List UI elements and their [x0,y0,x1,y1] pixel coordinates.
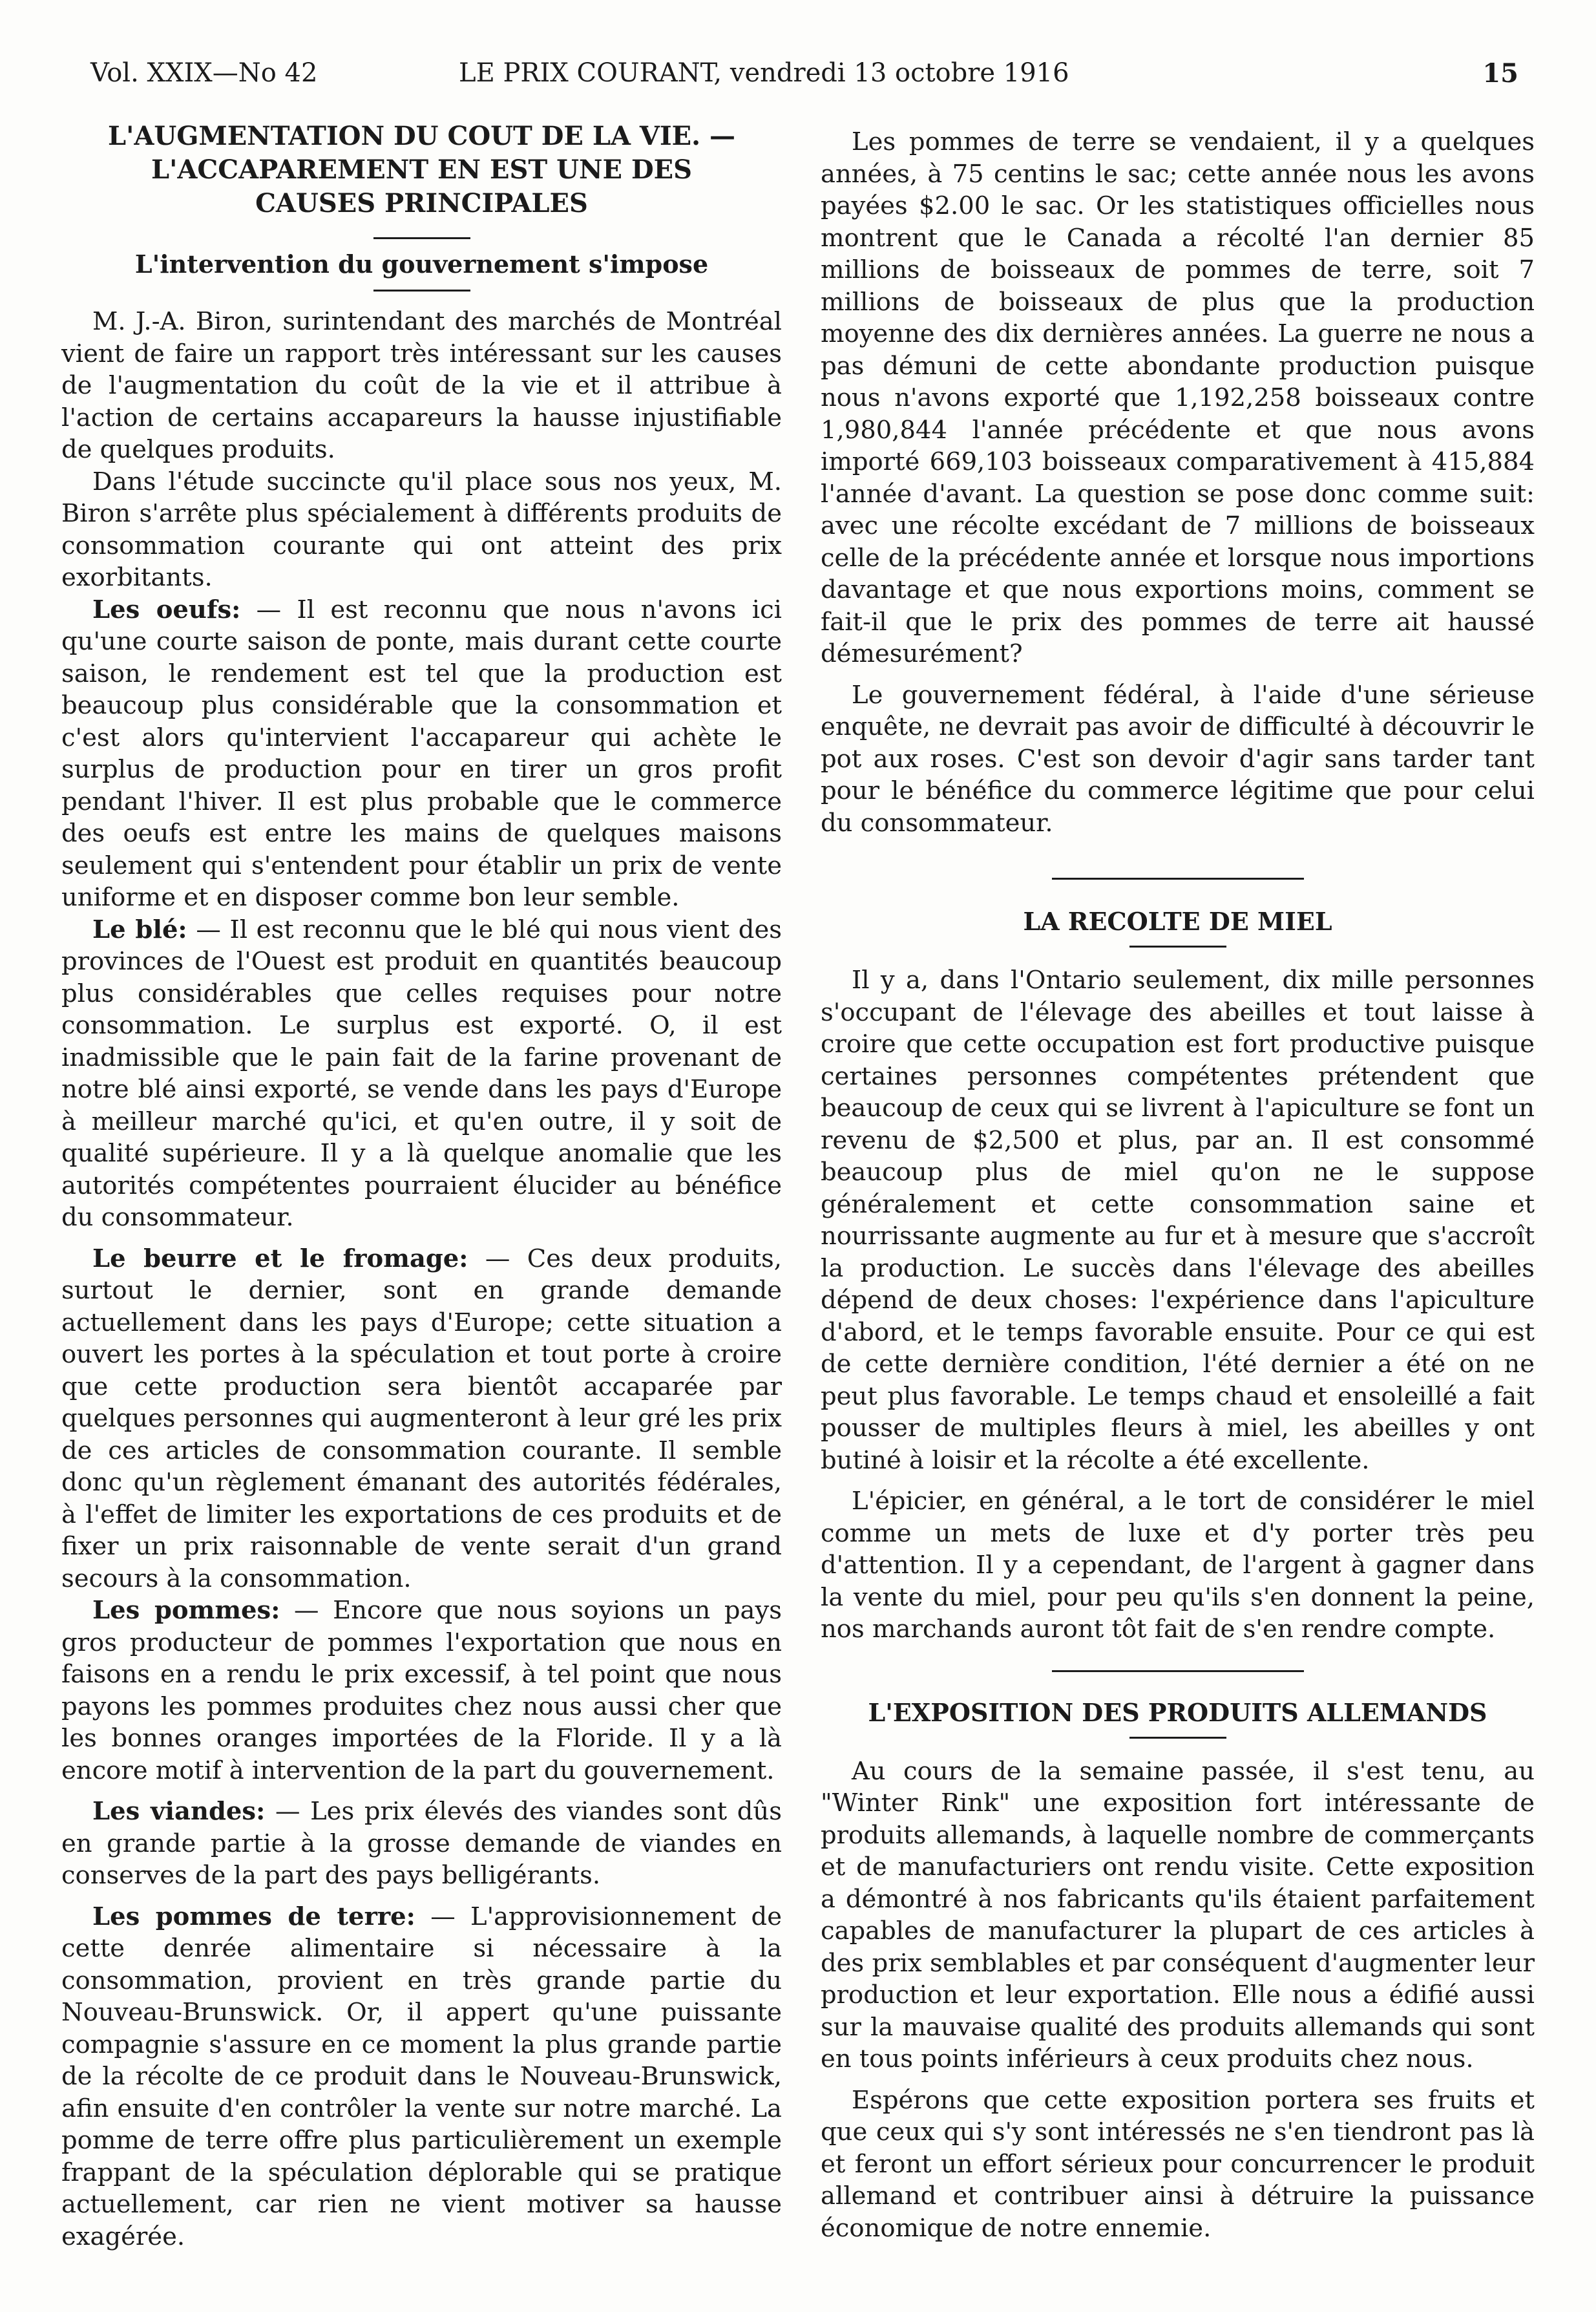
beurre-text: — Ces deux produits, surtout le dernier, sont en grande demande actuellement dans les pays d'Europe; cette situation a ouvert les portes à la spéculation et tout porte à croire que cette production sera bientôt accaparée par quelques personnes qui augmenteront à leur gré les prix de ces articles de consommation courante. Il semble donc qu'un règlement émanant des autorités fédérales, à l'effet de limiter les exportations de ces produits et de fixer un prix raisonnable de vente serait d'un grand secours à la consommation. [61,1244,782,1593]
section-divider-2 [1052,1670,1304,1672]
viandes-text: — Les prix élevés des viandes sont dûs en grande partie à la grosse demande de viandes en conserves de la part des pays belligérants. [61,1797,782,1890]
subtitle-divider [373,290,470,292]
beurre-paragraph [61,1243,782,1595]
ble-label: Le blé: [92,915,187,944]
gouvernement-paragraph: Le gouvernement fédéral, à l'aide d'une sérieuse enquête, ne devrait pas avoir de difficulté à découvrir le pot aux roses. C'est son devoir d'agir sans tarder tant pour le bénéfice du commerce légitime que pour celui du consommateur. [821,680,1535,838]
pommes-de-terre-continuation: Les pommes de terre se vendaient, il y a quelques années, à 75 centins le sac; cette année nous les avons payées $2.00 le sac. Or les statistiques officielles nous montrent que le Canada a récolté l'an dernier 85 millions de boisseaux de pommes de terre, soit 7 millions de boisseaux de plus que la production moyenne des dix dernières années. La guerre ne nous a pas démuni de cette abondante production puisque nous n'avons exporté que 1,192,258 boisseaux contre 1,980,844 l'année précédente et que nous avons importé 669,103 boisseaux comparativement à 415,884 l'année d'avant. La question se pose donc comme suit: avec une récolte excédant de 7 millions de boisseaux celle de la précédente année et lorsque nous importions davantage et que nous exportions moins, comment se fait-il que le prix des pommes de terre ait haussé démesurément? [821,127,1535,668]
exposition-title: L'EXPOSITION DES PRODUITS ALLEMANDS [868,1697,1487,1727]
title-divider [373,237,470,239]
ble-paragraph [61,914,782,1234]
page-number: 15 [1482,58,1518,89]
oeufs-label: Les oeufs: [92,595,241,624]
pommes-label: Les pommes: [92,1596,280,1625]
pommes-de-terre-text: — L'approvisionnement de cette denrée alimentaire si nécessaire à la consommation, provient en très grande partie du Nouveau-Brunswick. Or, il appert qu'une puissante compagnie s'assure en ce moment la plus grande partie de la récolte de ce produit dans le Nouveau-Brunswick, afin ensuite d'en contrôler la vente sur notre marché. La pomme de terre offre plus particulièrement un exemple frappant de la spéculation déplorable qui se pratique actuellement, car rien ne vient motiver sa hausse exagérée. [61,1902,782,2251]
miel-title: LA RECOLTE DE MIEL [1023,907,1332,936]
miel-paragraph-2: L'épicier, en général, a le tort de considérer le miel comme un mets de luxe et d'y porter très peu d'attention. Il y a cependant, de l'argent à gagner dans la vente du miel, pour peu qu'ils s'en donnent la peine, nos marchands auront tôt fait de s'en rendre compte. [821,1487,1535,1644]
article-subtitle: L'intervention du gouvernement s'impose [134,249,709,279]
intro-paragraph-1: M. J.-A. Biron, surintendant des marchés de Montréal vient de faire un rapport très intéressant sur les causes de l'augmentation du coût de la vie et il attribue à l'action de certains accapareurs la hausse injustifiable de quelques produits. [61,307,782,464]
article-title-line-3: CAUSES PRINCIPALES [255,188,588,218]
volume-number: Vol. XXIX—No 42 [90,58,318,88]
right-column [821,120,1535,2244]
article-title-line-2: L'ACCAPAREMENT EN EST UNE DES [151,154,693,185]
intro-paragraph-2: Dans l'étude succincte qu'il place sous nos yeux, M. Biron s'arrête plus spécialement à différents produits de consommation courante qui ont atteint des prix exorbitants. [61,467,782,592]
beurre-label: Le beurre et le fromage: [92,1244,468,1273]
left-column [61,120,782,2253]
article-title-line-1: L'AUGMENTATION DU COUT DE LA VIE. — [107,121,736,151]
oeufs-paragraph [61,594,782,914]
viandes-paragraph [61,1796,782,1892]
exposition-paragraph-2: Espérons que cette exposition portera ses fruits et que ceux qui s'y sont intéressés ne s'en tiendront pas là et feront un effort sérieux pour concurrencer le produit allemand et contribuer ainsi à détruire la puissance économique de notre ennemie. [821,2085,1535,2243]
exposition-paragraph-1: Au cours de la semaine passée, il s'est tenu, au "Winter Rink" une exposition fort intéressante de produits allemands, à laquelle nombre de commerçants et de manufacturiers ont rendu visite. Cette exposition a démontré à nos fabricants qu'ils étaient parfaitement capables de manufacturer la plupart de ces articles à des prix semblables et par conséquent d'augmenter leur production et leur exportation. Elle nous a édifié aussi sur la mauvaise qualité des produits allemands qui sont en tous points inférieurs à ceux produits chez nous. [821,1756,1535,2073]
exposition-title-underline [1129,1737,1226,1739]
viandes-label: Les viandes: [92,1797,266,1826]
pommes-de-terre-paragraph [61,1901,782,2253]
miel-title-underline [1129,946,1226,948]
page-header [90,58,1518,97]
pommes-paragraph [61,1595,782,1787]
ble-text: — Il est reconnu que le blé qui nous vient des provinces de l'Ouest est produit en quantités beaucoup plus considérables que celles requises pour notre consommation. Le surplus est exporté. O, il est inadmissible que le pain fait de la farine provenant de notre blé ainsi exporté, se vende dans les pays d'Europe à meilleur marché qu'ici, et qu'en outre, il y soit de qualité supérieure. Il y a là quelque anomalie que les autorités compétentes pourraient élucider au bénéfice du consommateur. [61,915,782,1232]
pommes-de-terre-label: Les pommes de terre: [92,1902,415,1931]
section-divider-1 [1052,878,1304,880]
miel-paragraph-1: Il y a, dans l'Ontario seulement, dix mille personnes s'occupant de l'élevage des abeilles et tout laisse à croire que cette occupation est fort productive puisque certaines personnes compétentes prétendent que beaucoup de ceux qui se livrent à l'apiculture se font un revenu de $2,500 et plus, par an. Il est consommé beaucoup plus de miel qu'on ne le suppose généralement et cette consommation saine et nourrissante augmente au fur et à mesure que s'accroît la production. Le succès dans l'élevage des abeilles dépend de deux choses: l'expérience dans l'apiculture d'abord, et le temps favorable ensuite. Pour ce qui est de cette dernière condition, l'été dernier a été on ne peut plus favorable. Le temps chaud et ensoleillé a fait pousser de multiples fleurs à miel, les abeilles y ont butiné à loisir et la récolte a été excellente. [821,966,1535,1475]
oeufs-text: — Il est reconnu que nous n'avons ici qu'une courte saison de ponte, mais durant cette courte saison, le rendement est tel que la production est beaucoup plus considérable que la consommation et c'est alors qu'intervient l'accapareur qui achète le surplus de production pour en tirer un gros profit pendant l'hiver. Il est plus probable que le commerce des oeufs est entre les mains de quelques maisons seulement qui s'entendent pour établir un prix de vente uniforme et en disposer comme bon leur semble. [61,595,782,912]
pommes-text: — Encore que nous soyions un pays gros producteur de pommes l'exportation que nous en faisons en a rendu le prix excessif, à tel point que nous payons les pommes produites chez nous aussi cher que les bonnes oranges importées de la Floride. Il y a là encore motif à intervention de la part du gouvernement. [61,1596,782,1785]
publication-line: LE PRIX COURANT, vendredi 13 octobre 1916 [459,58,1069,88]
